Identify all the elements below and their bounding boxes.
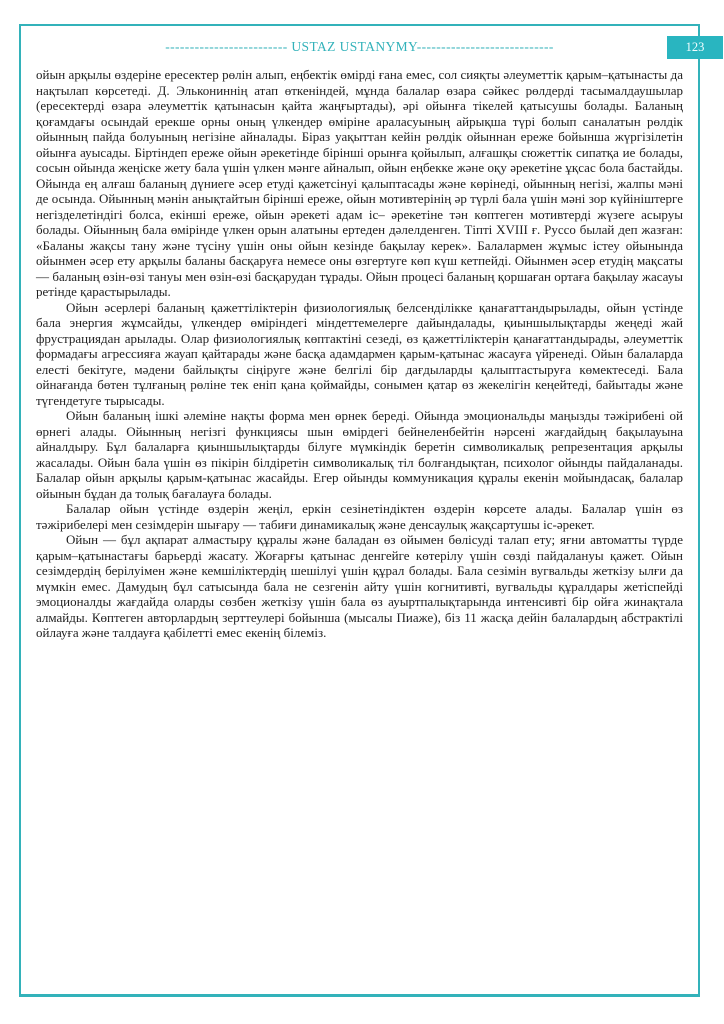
- paragraph: Ойын — бұл ақпарат алмастыру құралы және баладан өз ойымен бөлісуді талап ету; яғни автоматты түрде қарым–қатынастағы барьерді жасату. Жоғарғы қатынас денгейге көтерілу үшін сөзді пайдалануы қажет. Ойын сезімдердің берілуімен және кемшіліктердің шешілуі үшін құрал болады. Бала сезімін вугвальды жеткізу ылғи да мүмкін емес. Дамудың бұл сатысында бала не сезгенін айту үшін когнитивті, вугвальды құралдары жетіспейді эмоционалды жағдайда оларды сөзбен жеткізу үшін бала өз ауыртпалықтарында интенсивті бір ойға жинақтала алмайды. Көптеген авторлардың зерттеулері бойынша (мысалы Пиаже), біз 11 жасқа дейін балалардың абстрактілі ойлауға және талдауға қабілетті емес екенің білеміз.: [36, 532, 683, 640]
- paragraph: Ойын әсерлері баланың қажеттіліктерін физиологиялық белсенділікке қанағаттандырылады, ойын үстінде бала энергия жұмсайды, үлкендер өміріндегі міндеттемелерге дайындалады, қиыншылықтарды жеңеді жай фрустрациядан арылады. Олар физиологиялық көптактіні сезеді, өз қажеттіліктерін қанағаттандырады, әлеуметтік формадағы агрессияға жауап қайтарады және басқа адамдармен қарым-қатынас жасауға үйренеді. Ойын балаларда елесті бекітуге, мәдени байлықты сіңіруге және белгілі бір дағдыларды қалыптастыруға көмектеседі. Бала ойнағанда бөтен тұлғаның рөліне тек еніп қана қоймайды, сонымен қатар өз жекелігін кеңейтеді, байытады және түгендетуге тырысады.: [36, 299, 683, 408]
- running-header: ------------------------- USTAZ USTANYMY----------------------------: [165, 39, 554, 54]
- page-border-frame: [19, 24, 700, 997]
- paragraph: ойын арқылы өздеріне ересектер рөлін алып, еңбектік өмірді ғана емес, сол сияқты әлеуметтік қарым–қатынасты да нақтылап көрсетеді. Д. Элькониннің атап өткеніндей, мұнда балалар өзара сәйкес рөлдерді тасымалдаушылар (ересектерді өзара әлеуметтік қатынасын қайта жаңғыртады), әрі ойынға тікелей қатысушы болады. Баланың қоғамдағы осындай ерекше орны оның үлкендер өміріне араласуының айрықша түрі болып саналатын рөлдік ойынның пайда болуының негізіне айналады. Біраз уақыттан кейін рөлдік ойыннан ереже бойынша жүргізілетін ойынға ауысады. Біртіндеп ереже ойын әрекетінде бірінші орынға қойылып, алғашқы сюжеттік сипатқа ие болады, сосын ойында жеңіске жету бала үшін үлкен мәнге айналып, ойын еңбекке және оқу әрекетіне ұқсас бола бастайды. Ойында ең алғаш баланың дүниеге әсер етуді қажетсінуі қалыптасады және көрінеді, ойынның негізі, жалпы мәні де осында. Ойынның мәнін анықтайтын бірінші ереже, ойын мотивтерінің әр түрлі бала үшін мәні зор күйініштерге негізделетіндігі болса, екінші ереже, ойын әрекеті адам іс– әрекетіне тән көптеген мотивтерді жүзеге асыруы болады. Ойынның бала өмірінде үлкен орын алатыны ертеден дәлелденген. Тіпті XVIII ғ. Руссо былай деп жазған: «Баланы жақсы тану және түсіну үшін оны ойын кезінде бақылау керек». Балалармен жұмыс істеу ойынында ойынмен әсер ету арқылы баланы басқаруға немесе оны өзгертуге көп күш кетпейді. Ойынмен әсер етудің мақсаты — баланың өзін-өзі тануы мен өзін-өзі басқарудан тұрады. Ойын процесі баланың қоршаған ортаға бақылау жасауы ретінде қарастырылады.: [36, 67, 683, 299]
- paragraph: Ойын баланың ішкі әлеміне нақты форма мен өрнек береді. Ойында эмоциональды маңызды тәжірибені ой өрнегі алады. Ойынның негізгі функциясы шын өмірдегі бейнеленбейтін нәрсені жағдайдың бақылауына айналдыру. Бұл балаларға қиыншылықтарды білуге мүмкіндік беретін символикалық репрезентация арқылы жасалады. Ойын бала үшін өз пікірін білдіретін символикалық тіл болғандықтан, психолог ойынды пайдаланады. Балалар ойын арқылы қарым-қатынас жасайды. Егер ойынды коммуникация құралы екенін мойындасақ, балалар ойынын бұдан да толық бағалауға болады.: [36, 408, 683, 501]
- article-body: [36, 67, 683, 641]
- paragraph: Балалар ойын үстінде өздерін жеңіл, еркін сезінетіндіктен өздерін көрсете алады. Балалар үшін өз тәжірибелері мен сезімдерін шығару — табиғи динамикалық және денсаулық жақсартушы іс-әрекет.: [36, 501, 683, 532]
- page-number-badge: 123: [667, 36, 723, 59]
